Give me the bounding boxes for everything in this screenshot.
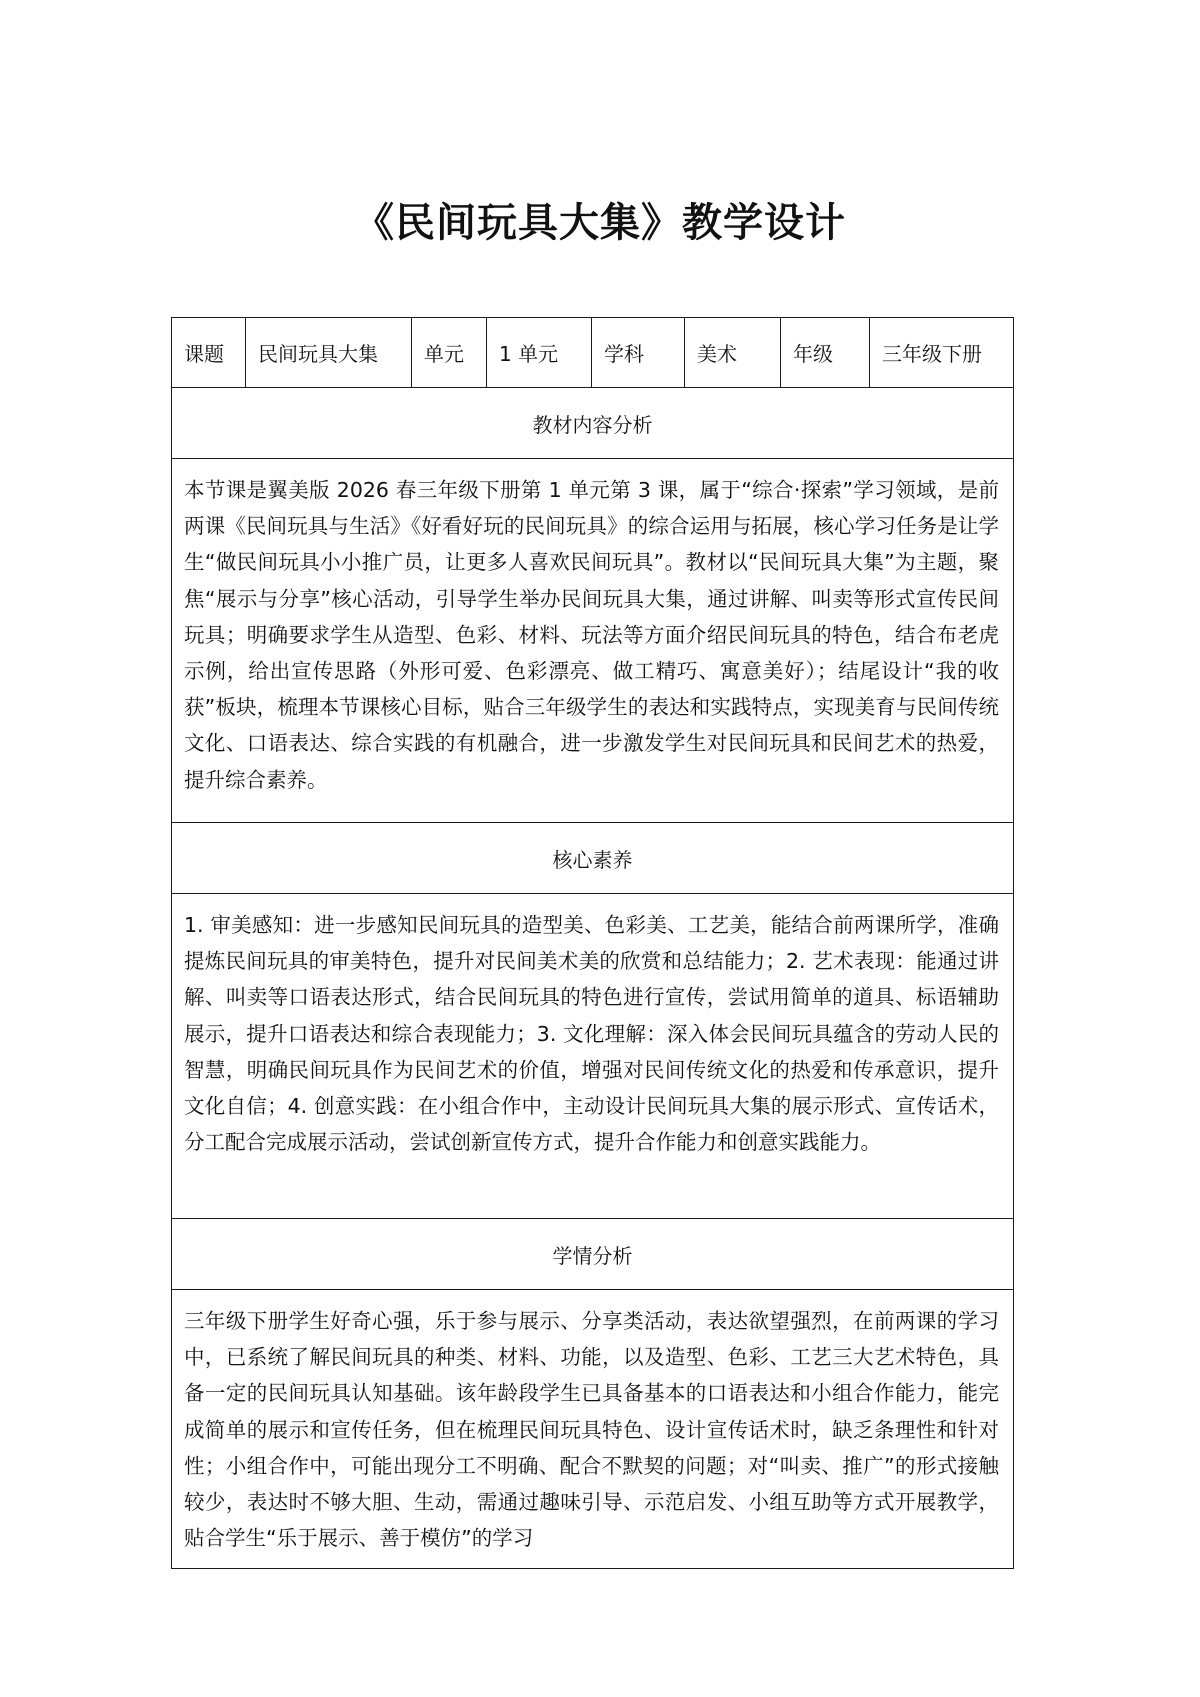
topic-value: 民间玩具大集 xyxy=(246,318,412,387)
lesson-info-row xyxy=(172,318,1013,388)
subject-label: 学科 xyxy=(592,318,685,387)
grade-label: 年级 xyxy=(781,318,870,387)
student-analysis-body: 三年级下册学生好奇心强，乐于参与展示、分享类活动，表达欲望强烈，在前两课的学习中，已系统了解民间玩具的种类、材料、功能，以及造型、色彩、工艺三大艺术特色，具备一定的民间玩具认知基础。该年龄段学生已具备基本的口语表达和小组合作能力，能完成简单的展示和宣传任务，但在梳理民间玩具特色、设计宣传话术时，缺乏条理性和针对性；小组合作中，可能出现分工不明确、配合不默契的问题；对“叫卖、推广”的形式接触较少，表达时不够大胆、生动，需通过趣味引导、示范启发、小组互助等方式开展教学，贴合学生“乐于展示、善于模仿”的学习 xyxy=(184,1309,999,1551)
core-literacy-body: 1. 审美感知：进一步感知民间玩具的造型美、色彩美、工艺美，能结合前两课所学，准确提炼民间玩具的审美特色，提升对民间美术美的欣赏和总结能力；2. 艺术表现：能通过讲解、叫卖等口语表达形式，结合民间玩具的特色进行宣传，尝试用简单的道具、标语辅助展示，提升口语表达和综合表现能力；3. 文化理解：深入体会民间玩具蕴含的劳动人民的智慧，明确民间玩具作为民间艺术的价值，增强对民间传统文化的热爱和传承意识，提升文化自信；4. 创意实践：在小组合作中，主动设计民间玩具大集的展示形式、宣传话术，分工配合完成展示活动，尝试创新宣传方式，提升合作能力和创意实践能力。 xyxy=(172,894,1013,1219)
core-literacy-heading: 核心素养 xyxy=(172,823,1013,894)
topic-label: 课题 xyxy=(172,318,246,387)
lesson-plan-table xyxy=(171,317,1014,1569)
grade-value: 三年级下册 xyxy=(882,342,982,366)
student-analysis-heading: 学情分析 xyxy=(172,1219,1013,1290)
textbook-analysis-heading: 教材内容分析 xyxy=(172,388,1013,459)
textbook-analysis-body: 本节课是翼美版 2026 春三年级下册第 1 单元第 3 课，属于“综合·探索”学习领域，是前两课《民间玩具与生活》《好看好玩的民间玩具》的综合运用与拓展，核心学习任务是让学生“做民间玩具小小推广员，让更多人喜欢民间玩具”。教材以“民间玩具大集”为主题，聚焦“展示与分享”核心活动，引导学生举办民间玩具大集，通过讲解、叫卖等形式宣传民间玩具；明确要求学生从造型、色彩、材料、玩法等方面介绍民间玩具的特色，结合布老虎示例，给出宣传思路（外形可爱、色彩漂亮、做工精巧、寓意美好）；结尾设计“我的收获”板块，梳理本节课核心目标，贴合三年级学生的表达和实践特点，实现美育与民间传统文化、口语表达、综合实践的有机融合，进一步激发学生对民间玩具和民间艺术的热爱，提升综合素养。 xyxy=(172,459,1013,823)
subject-value: 美术 xyxy=(685,318,781,387)
document-title: 《民间玩具大集》教学设计 xyxy=(354,200,846,246)
unit-value: 1 单元 xyxy=(487,318,592,387)
unit-label: 单元 xyxy=(412,318,487,387)
